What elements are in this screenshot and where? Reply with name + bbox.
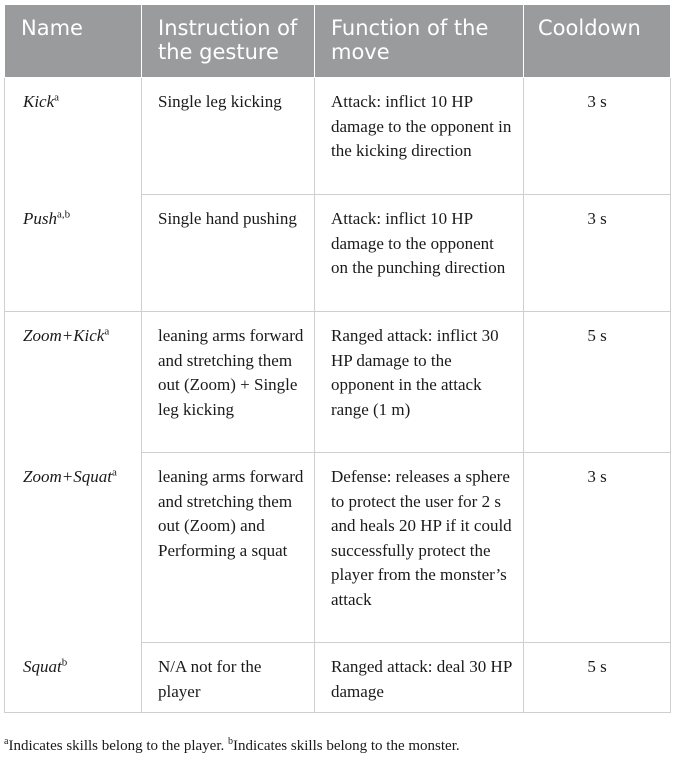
skill-name: Squat — [23, 656, 62, 676]
skill-cooldown: 3 s — [524, 78, 671, 195]
skill-footnote-mark: a — [111, 465, 117, 478]
skill-cooldown: 3 s — [524, 453, 671, 643]
skill-name-cell — [5, 78, 142, 195]
skill-name-cell — [5, 312, 142, 453]
skill-instruction: leaning arms forward and stretching them out (Zoom) and Performing a squat — [142, 453, 315, 643]
skills-table — [4, 4, 671, 713]
skill-instruction: Single leg kicking — [142, 78, 315, 195]
skill-cooldown: 5 s — [524, 643, 671, 713]
skill-name: Zoom+Squat — [23, 466, 112, 486]
skill-name-cell — [5, 643, 142, 713]
skill-instruction: leaning arms forward and stretching them out (Zoom) + Single leg kicking — [142, 312, 315, 453]
table-header-row — [5, 5, 671, 78]
table-row — [5, 453, 671, 643]
table-row — [5, 312, 671, 453]
skill-name-cell — [5, 195, 142, 312]
footnote-a-text: Indicates skills belong to the player. — [8, 738, 225, 754]
header-name: Name — [5, 5, 142, 78]
footnote-b-mark: b — [228, 736, 233, 747]
skill-function: Defense: releases a sphere to protect the user for 2 s and heals 20 HP if it could successfully protect the player from the monster’s attack — [315, 453, 524, 643]
table-row — [5, 643, 671, 713]
skill-footnote-mark: a,b — [57, 207, 71, 220]
skill-function: Attack: inflict 10 HP damage to the opponent in the kicking direction — [315, 78, 524, 195]
skill-function: Ranged attack: inflict 30 HP damage to the opponent in the attack range (1 m) — [315, 312, 524, 453]
skill-name-cell — [5, 453, 142, 643]
table-row — [5, 78, 671, 195]
skill-name: Zoom+Kick — [23, 326, 105, 345]
table-footnotes — [4, 738, 460, 755]
header-instruction: Instruction of the gesture — [142, 5, 315, 78]
skill-function: Attack: inflict 10 HP damage to the opponent on the punching direction — [315, 195, 524, 312]
skill-name: Kick — [23, 92, 55, 111]
skill-footnote-mark: a — [104, 325, 110, 338]
table-row — [5, 195, 671, 312]
header-function: Function of the move — [315, 5, 524, 78]
skill-instruction: Single hand pushing — [142, 195, 315, 312]
skill-footnote-mark: b — [61, 655, 68, 668]
footnote-a-mark: a — [4, 736, 9, 747]
footnote-b-text: Indicates skills belong to the monster. — [233, 738, 460, 754]
skill-name: Push — [23, 208, 57, 228]
skill-function: Ranged attack: deal 30 HP damage — [315, 643, 524, 713]
skill-cooldown: 3 s — [524, 195, 671, 312]
skill-instruction: N/A not for the player — [142, 643, 315, 713]
skill-cooldown: 5 s — [524, 312, 671, 453]
skill-footnote-mark: a — [54, 91, 60, 104]
header-cooldown: Cooldown — [524, 5, 671, 78]
